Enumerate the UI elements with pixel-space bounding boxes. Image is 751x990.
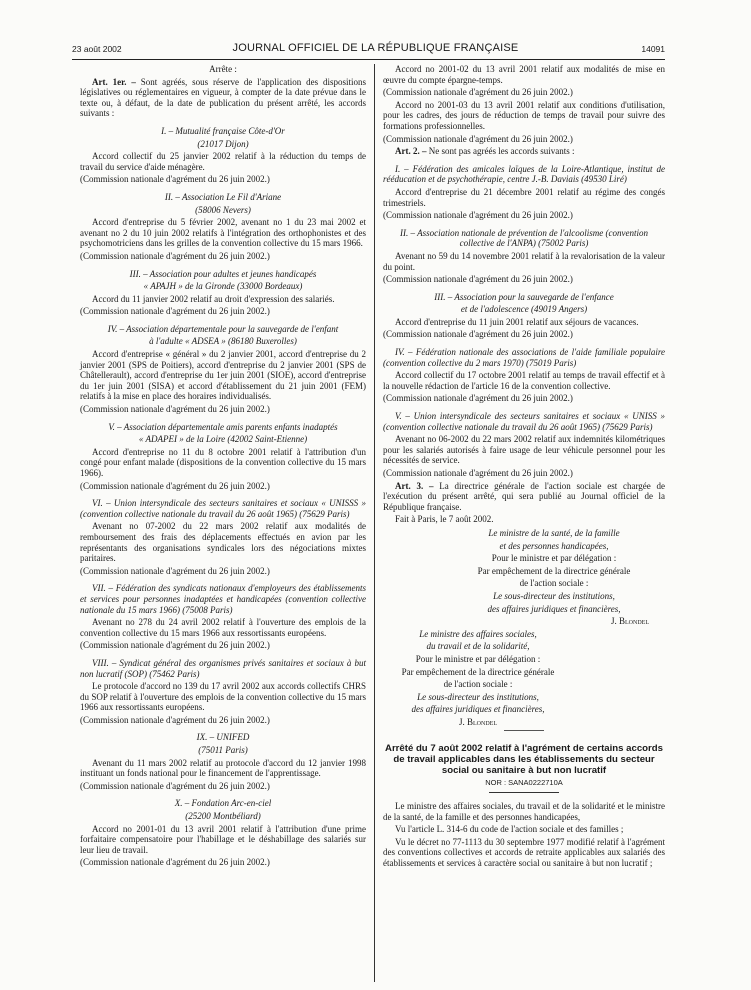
section-body: Accord d'entreprise no 11 du 8 octobre 2001 relatif à l'attribution d'un congé pour enfant malade (dispositions de la convention collective du 15 mars 1966).	[80, 446, 366, 478]
signature-line: Par empêchement de la directrice générale	[477, 565, 631, 576]
section-heading: V. – Union intersyndicale des secteurs sanitaires et sociaux « UNISS » (convention collective nationale du travail du 26 août 1965) (75629 Paris)	[383, 411, 665, 432]
signature-line: Le sous-directeur des institutions,	[417, 691, 539, 702]
section-heading: VI. – Union intersyndicale des secteurs sanitaires et sociaux « UNISSS » (convention collective nationale du travail du 26 août 1965) (75629 Paris)	[80, 498, 366, 519]
article-1-label: Art. 1er. –	[92, 76, 136, 87]
article-1	[80, 77, 366, 119]
journal-title: JOURNAL OFFICIEL DE LA RÉPUBLIQUE FRANÇAISE	[232, 42, 519, 54]
article-2	[383, 146, 665, 157]
signature-line: et des personnes handicapées,	[499, 540, 609, 551]
section-body: Avenant no 278 du 24 avril 2002 relatif à l'ouverture des emplois de la convention collective du 15 mars 1966 aux ressortissants européens.	[80, 617, 366, 638]
page-number: 14091	[641, 44, 665, 54]
section-heading: IV. – Association départementale pour la sauvegarde de l'enfant	[107, 323, 339, 334]
signatory-name: J. Blondel	[611, 616, 649, 627]
right-column	[383, 64, 665, 871]
section-heading: « ADAPEI » de la Loire (42002 Saint-Etienne)	[138, 434, 308, 445]
section-body: Accord d'entreprise du 5 février 2002, avenant no 1 du 23 mai 2002 et avenant no 2 du 10 juin 2002 relatifs à l'intégration des orthophonistes et des psychomotriciens dans les grilles de la convention collective du 15 mars 1966.	[80, 217, 366, 249]
section-location: (75011 Paris)	[198, 745, 248, 756]
section-heading: VIII. – Syndicat général des organismes privés sanitaires et sociaux à but non lucratif (SOP) (75462 Paris)	[80, 657, 366, 679]
section-body: Accord d'entreprise du 11 juin 2001 relatif aux séjours de vacances.	[395, 316, 639, 327]
commission-note: (Commission nationale d'agrément du 26 juin 2002.)	[80, 174, 270, 185]
section-location: (25200 Montbéliard)	[185, 811, 261, 822]
section-location: (58006 Nevers)	[195, 204, 251, 215]
commission-note: (Commission nationale d'agrément du 26 juin 2002.)	[80, 250, 270, 261]
section-heading: et de l'adolescence (49019 Angers)	[460, 304, 588, 315]
signature-line: Pour le ministre et par délégation :	[415, 653, 541, 664]
section-heading: IX. – UNIFED	[196, 732, 250, 743]
section-heading: III. – Association pour adultes et jeunes handicapés	[129, 268, 317, 279]
section-body: Accord collectif du 17 octobre 2001 relatif au temps de travail effectif et à la nouvelle rédaction de l'article 16 de la convention collective.	[383, 370, 665, 391]
section-body: Le protocole d'accord no 139 du 17 avril 2002 aux accords collectifs CHRS du SOP relatif à l'ouverture des emplois de la convention collective du 15 mars 1966 aux ressortissants européens.	[80, 681, 366, 713]
signature-line: Par empêchement de la directrice générale	[401, 666, 555, 677]
commission-note: (Commission nationale d'agrément du 26 juin 2002.)	[383, 133, 573, 144]
section-body: Accord no 2001-02 du 13 avril 2001 relatif aux modalités de mise en œuvre du compte épargne-temps.	[383, 64, 665, 85]
commission-note: (Commission nationale d'agrément du 26 juin 2002.)	[383, 393, 573, 404]
commission-note: (Commission nationale d'agrément du 26 juin 2002.)	[80, 640, 270, 651]
section-heading: « APAJH » de la Gironde (33000 Bordeaux)	[143, 281, 303, 292]
section-body: Avenant no 07-2002 du 22 mars 2002 relatif aux modalités de remboursement des frais des déplacements effectués en avion par les représentants des organisations syndicales lors des négociations mixtes paritaires.	[80, 521, 366, 564]
section-heading: VII. – Fédération des syndicats nationaux d'employeurs des établissements et services pour personnes inadaptées et handicapées (convention collective nationale du 15 mars 1966) (75008 Paris)	[80, 583, 366, 615]
signature-block-affaires-sociales	[383, 629, 573, 728]
page-header	[0, 14, 751, 54]
section-heading: I. – Fédération des amicales laïques de la Loire-Atlantique, institut de rééducation et de psychothérapie, centre J.-B. Daviais (49530 Liré)	[383, 163, 665, 185]
preamble-paragraph: Vu l'article L. 314-6 du code de l'action sociale et des familles ;	[395, 824, 624, 835]
commission-note: (Commission nationale d'agrément du 26 juin 2002.)	[383, 210, 573, 221]
signature-line: Le sous-directeur des institutions,	[493, 590, 615, 601]
section-heading: V. – Association départementale amis parents enfants inadaptés	[108, 421, 338, 432]
section-body: Avenant du 11 mars 2002 relatif au protocole d'accord du 12 janvier 1998 instituant un fonds national pour le financement de l'apprentissage.	[80, 757, 366, 779]
commission-note: (Commission nationale d'agrément du 26 juin 2002.)	[80, 857, 270, 868]
signing-place-date: Fait à Paris, le 7 août 2002.	[395, 514, 494, 525]
article-3	[383, 481, 665, 513]
column-divider	[374, 64, 375, 982]
signatory-name: J. Blondel	[459, 716, 497, 727]
section-heading: II. – Association Le Fil d'Ariane	[164, 191, 282, 202]
nor-rule	[489, 792, 559, 793]
section-body: Accord du 11 janvier 2002 relatif au droit d'expression des salariés.	[92, 293, 335, 304]
section-heading: I. – Mutualité française Côte-d'Or	[161, 125, 285, 136]
arrete-heading: Arrête :	[209, 64, 237, 74]
signature-line: des affaires juridiques et financières,	[411, 704, 545, 715]
section-location: (21017 Dijon)	[197, 138, 249, 149]
signature-line: Le ministre des affaires sociales,	[419, 628, 537, 639]
commission-note: (Commission nationale d'agrément du 26 juin 2002.)	[383, 329, 573, 340]
signature-line: du travail et de la solidarité,	[426, 641, 530, 652]
commission-note: (Commission nationale d'agrément du 26 juin 2002.)	[80, 714, 270, 725]
signature-line: de l'action sociale :	[443, 679, 513, 690]
preamble-paragraph: Vu le décret no 77-1113 du 30 septembre 1977 modifié relatif à l'agrément des conventions collectives et accords de retraite applicables aux salariés des établissements et services à caractère social ou sanitaire à but non lucratif ;	[383, 836, 665, 869]
signature-block-sante	[443, 528, 665, 627]
commission-note: (Commission nationale d'agrément du 26 juin 2002.)	[80, 565, 270, 576]
commission-note: (Commission nationale d'agrément du 26 juin 2002.)	[383, 274, 573, 285]
header-date: 23 août 2002	[72, 44, 122, 54]
article-3-label: Art. 3. –	[395, 480, 434, 491]
section-heading: IV. – Fédération nationale des associations de l'aide familiale populaire (convention collective du 2 mars 1970) (75019 Paris)	[383, 347, 665, 368]
section-body: Accord collectif du 25 janvier 2002 relatif à la réduction du temps de travail du service d'aide ménagère.	[80, 151, 366, 172]
signature-line: de l'action sociale :	[519, 578, 589, 589]
preamble-paragraph: Le ministre des affaires sociales, du travail et de la solidarité et le ministre de la santé, de la famille et des personnes handicapées,	[383, 801, 665, 822]
section-heading: X. – Fondation Arc-en-ciel	[174, 798, 272, 809]
commission-note: (Commission nationale d'agrément du 26 juin 2002.)	[383, 87, 573, 98]
nor-reference: NOR : SANA0222710A	[485, 778, 563, 788]
section-heading: III. – Association pour la sauvegarde de l'enfance	[434, 291, 614, 302]
signature-line: Le ministre de la santé, de la famille	[488, 527, 620, 538]
article-2-label: Art. 2. –	[395, 146, 427, 157]
commission-note: (Commission nationale d'agrément du 26 juin 2002.)	[80, 306, 270, 317]
signature-line: Pour le ministre et par délégation :	[491, 553, 617, 564]
section-heading: II. – Association nationale de prévention de l'alcoolisme (convention collective de l'ANPA) (75002 Paris)	[400, 227, 648, 249]
section-body: Accord d'entreprise « général » du 2 janvier 2001, accord d'entreprise du 2 janvier 2001 (SPS de Poitiers), accord d'entreprise du 2 janvier 2001 (SPS de Châtellerault), accord d'entreprise du 1er juin 2001 (SIOE), accord d'entreprise du 1er juin 2001 (SISA) et accord d'établissement du 21 juin 2001 (FEM) relatifs à la mise en place des horaires individualisés.	[80, 349, 366, 402]
article-1-text: Sont agréés, sous réserve de l'application des dispositions législatives ou réglementaires en vigueur, à compter de la date prévue dans le texte ou, à défaut, de la date de publication du présent arrêté, les accords suivants :	[80, 76, 367, 119]
article-3-text: La directrice générale de l'action sociale est chargée de l'exécution du présent arrêté, qui sera publié au Journal officiel de la République française.	[383, 480, 666, 512]
left-column	[80, 64, 366, 870]
header-rule	[72, 59, 665, 60]
decree-title: Arrêté du 7 août 2002 relatif à l'agrément de certains accords de travail applicables dans les établissements du secteur social ou sanitaire à but non lucratif	[385, 743, 663, 777]
article-2-text: Ne sont pas agréés les accords suivants :	[428, 146, 575, 157]
section-heading: à l'adulte « ADSEA » (86180 Buxerolles)	[149, 336, 297, 347]
section-body: Accord no 2001-03 du 13 avril 2001 relatif aux conditions d'utilisation, pour les cadres, des jours de réduction de temps de travail pour suivre des formations professionnelles.	[383, 99, 665, 131]
signature-line: des affaires juridiques et financières,	[487, 603, 621, 614]
commission-note: (Commission nationale d'agrément du 26 juin 2002.)	[383, 468, 573, 478]
commission-note: (Commission nationale d'agrément du 26 juin 2002.)	[80, 480, 270, 491]
section-body: Avenant no 59 du 14 novembre 2001 relatif à la revalorisation de la valeur du point.	[383, 250, 665, 272]
section-body: Accord no 2001-01 du 13 avril 2001 relatif à l'attribution d'une prime forfaitaire compensatoire pour l'habillage et le déshabillage des salariés sur leur lieu de travail.	[80, 823, 366, 855]
section-body: Avenant no 06-2002 du 22 mars 2002 relatif aux indemnités kilométriques pour les salariés autorisés à faire usage de leur véhicule personnel pour les nécessités de service.	[383, 434, 665, 466]
separator-rule	[504, 730, 544, 731]
commission-note: (Commission nationale d'agrément du 26 juin 2002.)	[80, 404, 270, 415]
section-body: Accord d'entreprise du 21 décembre 2001 relatif au régime des congés trimestriels.	[383, 186, 665, 208]
commission-note: (Commission nationale d'agrément du 26 juin 2002.)	[80, 780, 270, 791]
